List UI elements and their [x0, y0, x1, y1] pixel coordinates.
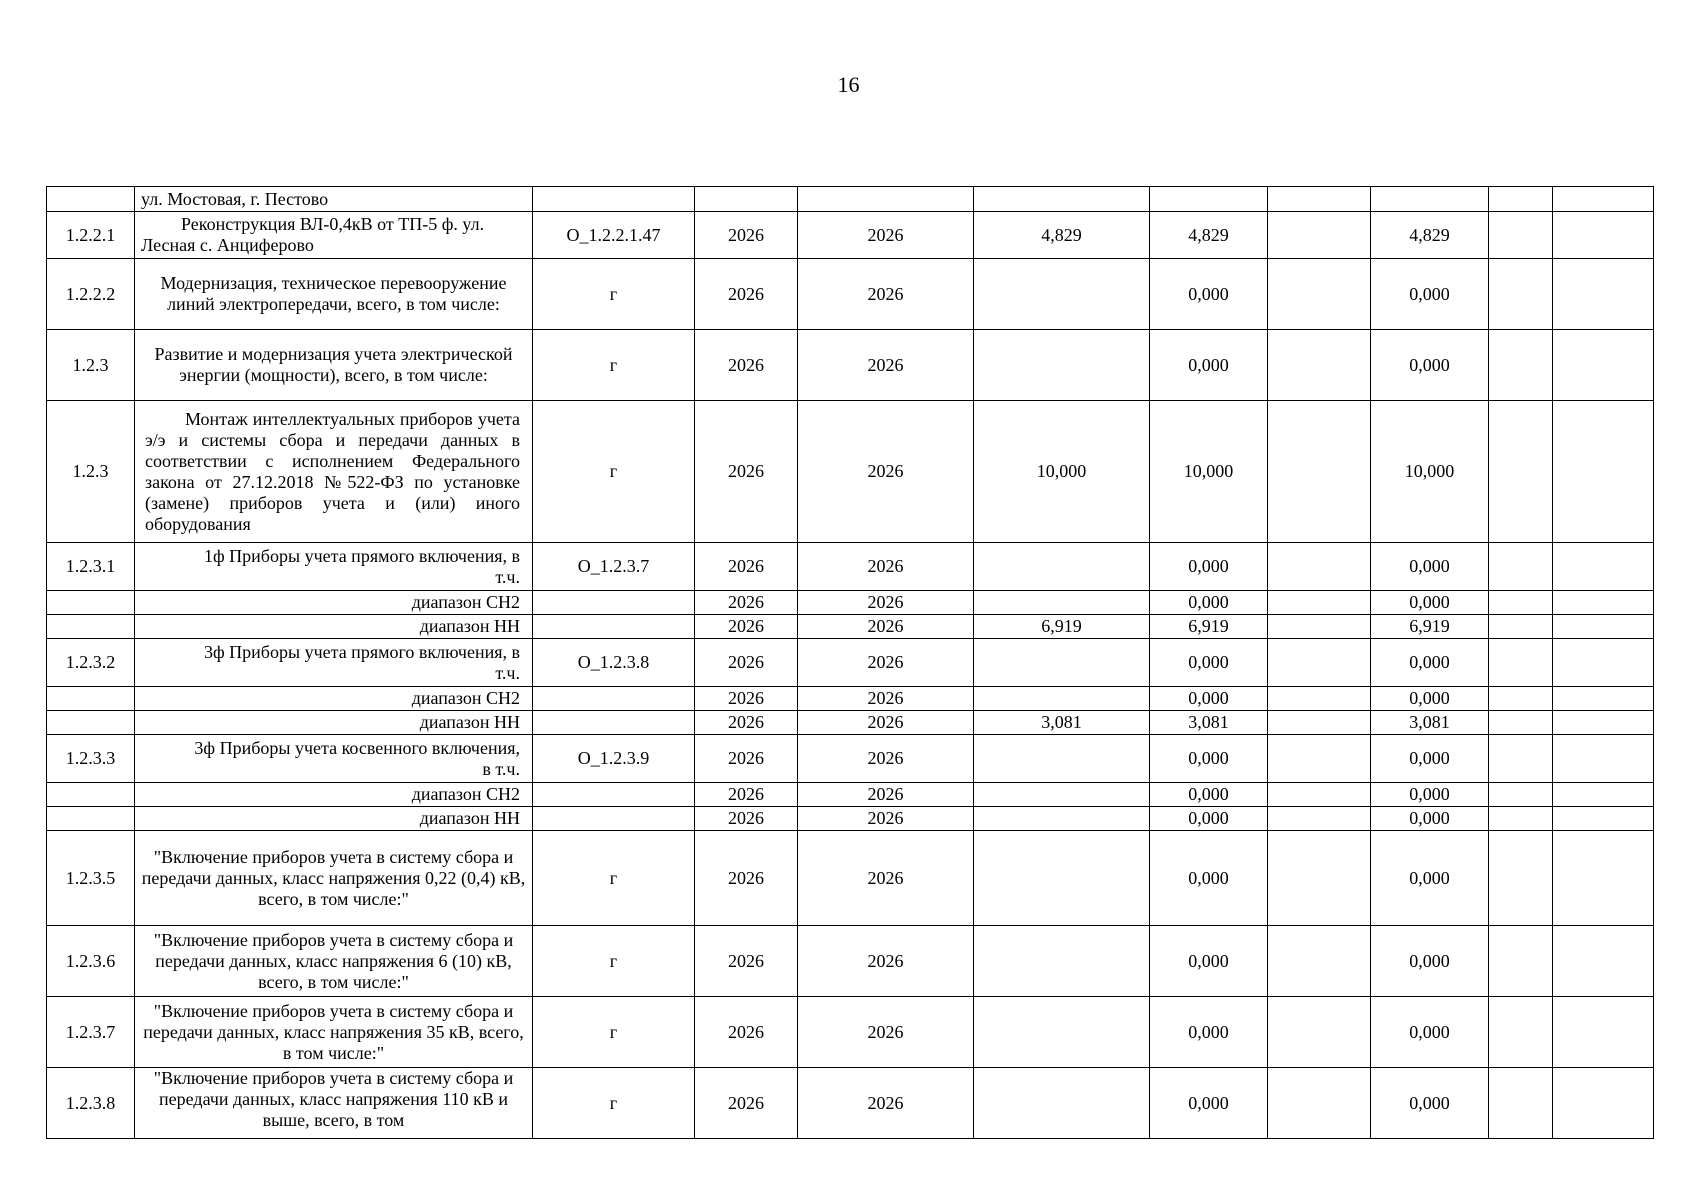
row-value-1	[974, 330, 1150, 401]
row-year-start: 2026	[695, 401, 798, 543]
table-row	[47, 615, 1654, 639]
row-value-3	[1268, 807, 1371, 831]
row-value-2: 0,000	[1150, 783, 1268, 807]
row-year-start	[695, 187, 798, 212]
row-value-2: 0,000	[1150, 807, 1268, 831]
table-row	[47, 1068, 1654, 1139]
row-value-6	[1553, 187, 1654, 212]
row-year-start: 2026	[695, 687, 798, 711]
row-year-end: 2026	[798, 639, 974, 687]
row-value-5	[1489, 543, 1553, 591]
row-name: Монтаж интеллектуальных приборов учета э/э и системы сбора и передачи данных в соответствии с исполнением Федерального закона от 27.12.2018 №522-ФЗ по установке (замене) приборов учета и (или) иного оборудования	[135, 401, 533, 543]
row-value-1	[974, 735, 1150, 783]
row-name: "Включение приборов учета в систему сбора и передачи данных, класс напряжения 0,22 (0,4) кВ, всего, в том числе:"	[135, 831, 533, 926]
row-value-3	[1268, 187, 1371, 212]
row-name-line-1: 3ф Приборы учета косвенного включения,	[194, 737, 520, 758]
row-value-4: 10,000	[1371, 401, 1489, 543]
table-row	[47, 187, 1654, 212]
row-value-6	[1553, 735, 1654, 783]
row-value-2: 0,000	[1150, 687, 1268, 711]
row-id: г	[533, 401, 695, 543]
row-value-4: 0,000	[1371, 1068, 1489, 1139]
row-year-start: 2026	[695, 735, 798, 783]
row-year-end: 2026	[798, 735, 974, 783]
row-id	[533, 187, 695, 212]
row-value-5	[1489, 807, 1553, 831]
row-value-6	[1553, 212, 1654, 259]
table-row	[47, 926, 1654, 997]
row-value-1	[974, 926, 1150, 997]
row-value-4: 0,000	[1371, 591, 1489, 615]
row-value-5	[1489, 639, 1553, 687]
row-value-6	[1553, 997, 1654, 1068]
row-value-6	[1553, 926, 1654, 997]
row-value-4: 0,000	[1371, 543, 1489, 591]
row-value-6	[1553, 687, 1654, 711]
row-year-start: 2026	[695, 1068, 798, 1139]
row-year-end: 2026	[798, 591, 974, 615]
row-value-1	[974, 687, 1150, 711]
row-value-2: 0,000	[1150, 735, 1268, 783]
row-number: 1.2.3	[47, 330, 135, 401]
row-id	[533, 687, 695, 711]
row-value-5	[1489, 997, 1553, 1068]
row-value-5	[1489, 1068, 1553, 1139]
row-name: диапазон СН2	[135, 783, 533, 807]
row-value-5	[1489, 926, 1553, 997]
row-number	[47, 783, 135, 807]
row-year-start: 2026	[695, 711, 798, 735]
row-value-1	[974, 543, 1150, 591]
row-value-3	[1268, 259, 1371, 330]
row-name: диапазон СН2	[135, 687, 533, 711]
row-number: 1.2.3.7	[47, 997, 135, 1068]
row-value-3	[1268, 687, 1371, 711]
row-value-1	[974, 1068, 1150, 1139]
row-value-3	[1268, 212, 1371, 259]
row-value-1	[974, 807, 1150, 831]
row-value-1	[974, 187, 1150, 212]
investment-table	[46, 186, 1654, 1139]
row-number: 1.2.3.5	[47, 831, 135, 926]
row-value-3	[1268, 330, 1371, 401]
table-row	[47, 543, 1654, 591]
row-year-end: 2026	[798, 711, 974, 735]
row-value-6	[1553, 591, 1654, 615]
row-year-start: 2026	[695, 831, 798, 926]
row-year-end: 2026	[798, 783, 974, 807]
row-year-start: 2026	[695, 783, 798, 807]
row-value-2: 0,000	[1150, 997, 1268, 1068]
row-year-start: 2026	[695, 330, 798, 401]
row-number: 1.2.3.3	[47, 735, 135, 783]
row-id: O_1.2.3.8	[533, 639, 695, 687]
row-value-3	[1268, 639, 1371, 687]
row-value-2: 0,000	[1150, 639, 1268, 687]
row-year-start: 2026	[695, 807, 798, 831]
row-value-3	[1268, 997, 1371, 1068]
row-value-1	[974, 831, 1150, 926]
row-value-5	[1489, 591, 1553, 615]
row-year-end: 2026	[798, 926, 974, 997]
table-row	[47, 735, 1654, 783]
row-value-1: 10,000	[974, 401, 1150, 543]
row-id: г	[533, 831, 695, 926]
row-name: "Включение приборов учета в систему сбора и передачи данных, класс напряжения 110 кВ и выше, всего, в том	[135, 1068, 533, 1139]
row-value-5	[1489, 259, 1553, 330]
row-value-5	[1489, 687, 1553, 711]
row-year-end: 2026	[798, 807, 974, 831]
row-number	[47, 591, 135, 615]
row-value-1	[974, 783, 1150, 807]
row-name-line-1: 3ф Приборы учета прямого включения, в	[204, 641, 520, 662]
row-id: г	[533, 926, 695, 997]
row-name: "Включение приборов учета в систему сбора и передачи данных, класс напряжения 35 кВ, всего, в том числе:"	[135, 997, 533, 1068]
row-value-4	[1371, 187, 1489, 212]
row-id	[533, 711, 695, 735]
row-name: Модернизация, техническое перевооружение линий электропередачи, всего, в том числе:	[135, 259, 533, 330]
row-id	[533, 591, 695, 615]
row-year-end: 2026	[798, 831, 974, 926]
row-value-4: 0,000	[1371, 259, 1489, 330]
row-value-3	[1268, 401, 1371, 543]
row-year-start: 2026	[695, 543, 798, 591]
row-value-5	[1489, 615, 1553, 639]
row-value-4: 0,000	[1371, 735, 1489, 783]
row-year-start: 2026	[695, 926, 798, 997]
table-row	[47, 807, 1654, 831]
row-year-start: 2026	[695, 259, 798, 330]
row-value-6	[1553, 831, 1654, 926]
row-name: диапазон НН	[135, 615, 533, 639]
row-value-4: 4,829	[1371, 212, 1489, 259]
row-value-6	[1553, 401, 1654, 543]
row-value-3	[1268, 735, 1371, 783]
table-row	[47, 783, 1654, 807]
row-name: диапазон НН	[135, 807, 533, 831]
page-number: 16	[837, 72, 860, 97]
row-value-1: 6,919	[974, 615, 1150, 639]
row-value-6	[1553, 639, 1654, 687]
row-value-6	[1553, 615, 1654, 639]
row-value-2: 3,081	[1150, 711, 1268, 735]
row-value-4: 0,000	[1371, 687, 1489, 711]
row-value-4: 0,000	[1371, 997, 1489, 1068]
row-name: Развитие и модернизация учета электрической энергии (мощности), всего, в том числе:	[135, 330, 533, 401]
row-year-end: 2026	[798, 330, 974, 401]
row-value-2: 6,919	[1150, 615, 1268, 639]
row-value-1: 4,829	[974, 212, 1150, 259]
row-value-4: 3,081	[1371, 711, 1489, 735]
row-id: O_1.2.3.7	[533, 543, 695, 591]
row-id: O_1.2.2.1.47	[533, 212, 695, 259]
row-year-start: 2026	[695, 212, 798, 259]
row-value-5	[1489, 187, 1553, 212]
row-value-6	[1553, 783, 1654, 807]
table-row	[47, 687, 1654, 711]
row-value-2: 0,000	[1150, 1068, 1268, 1139]
row-value-1	[974, 591, 1150, 615]
row-name-line-2: т.ч.	[495, 566, 520, 587]
row-value-4: 0,000	[1371, 330, 1489, 401]
row-value-1	[974, 639, 1150, 687]
row-name	[135, 543, 533, 591]
row-value-2: 0,000	[1150, 259, 1268, 330]
table-row	[47, 711, 1654, 735]
row-value-1	[974, 259, 1150, 330]
row-value-5	[1489, 711, 1553, 735]
row-value-5	[1489, 330, 1553, 401]
row-value-4: 6,919	[1371, 615, 1489, 639]
row-value-2	[1150, 187, 1268, 212]
row-id	[533, 807, 695, 831]
row-value-2: 0,000	[1150, 330, 1268, 401]
row-value-6	[1553, 1068, 1654, 1139]
row-id: г	[533, 1068, 695, 1139]
row-name-line-2: Лесная с. Анциферово	[141, 235, 314, 255]
row-name-line-1: 1ф Приборы учета прямого включения, в	[204, 545, 520, 566]
row-value-5	[1489, 735, 1553, 783]
row-number	[47, 187, 135, 212]
table-row	[47, 259, 1654, 330]
row-number	[47, 687, 135, 711]
row-value-5	[1489, 783, 1553, 807]
row-value-6	[1553, 807, 1654, 831]
row-name: ул. Мостовая, г. Пестово	[135, 187, 533, 212]
row-number: 1.2.3.8	[47, 1068, 135, 1139]
row-value-4: 0,000	[1371, 783, 1489, 807]
row-value-3	[1268, 711, 1371, 735]
row-value-6	[1553, 543, 1654, 591]
row-id: г	[533, 330, 695, 401]
row-value-2: 4,829	[1150, 212, 1268, 259]
row-year-end	[798, 187, 974, 212]
row-value-4: 0,000	[1371, 807, 1489, 831]
row-value-3	[1268, 543, 1371, 591]
row-year-start: 2026	[695, 639, 798, 687]
row-id: г	[533, 259, 695, 330]
row-name	[135, 735, 533, 783]
row-value-6	[1553, 330, 1654, 401]
table-row	[47, 997, 1654, 1068]
row-year-end: 2026	[798, 687, 974, 711]
row-value-1	[974, 997, 1150, 1068]
row-value-4: 0,000	[1371, 831, 1489, 926]
row-id	[533, 783, 695, 807]
table-row	[47, 831, 1654, 926]
row-name-line-2: в т.ч.	[482, 758, 520, 779]
row-value-3	[1268, 591, 1371, 615]
row-year-start: 2026	[695, 615, 798, 639]
row-year-end: 2026	[798, 997, 974, 1068]
row-name-line-2: т.ч.	[495, 662, 520, 683]
row-name-line-1: Реконструкция ВЛ-0,4кВ от ТП-5 ф. ул.	[181, 214, 485, 234]
table-row	[47, 330, 1654, 401]
row-value-3	[1268, 926, 1371, 997]
row-value-2: 0,000	[1150, 926, 1268, 997]
row-year-end: 2026	[798, 259, 974, 330]
row-number: 1.2.3	[47, 401, 135, 543]
row-value-3	[1268, 831, 1371, 926]
row-year-end: 2026	[798, 1068, 974, 1139]
row-value-6	[1553, 711, 1654, 735]
row-value-3	[1268, 783, 1371, 807]
row-name	[135, 212, 533, 259]
row-number: 1.2.3.1	[47, 543, 135, 591]
row-number: 1.2.3.2	[47, 639, 135, 687]
row-name: диапазон СН2	[135, 591, 533, 615]
row-year-start: 2026	[695, 591, 798, 615]
row-name: "Включение приборов учета в систему сбора и передачи данных, класс напряжения 6 (10) кВ, всего, в том числе:"	[135, 926, 533, 997]
row-value-3	[1268, 1068, 1371, 1139]
row-name: диапазон НН	[135, 711, 533, 735]
row-number: 1.2.3.6	[47, 926, 135, 997]
row-id	[533, 615, 695, 639]
row-value-4: 0,000	[1371, 639, 1489, 687]
table-row	[47, 212, 1654, 259]
row-number: 1.2.2.1	[47, 212, 135, 259]
row-value-3	[1268, 615, 1371, 639]
row-value-4: 0,000	[1371, 926, 1489, 997]
row-value-5	[1489, 212, 1553, 259]
row-year-start: 2026	[695, 997, 798, 1068]
row-value-2: 0,000	[1150, 591, 1268, 615]
row-value-6	[1553, 259, 1654, 330]
row-year-end: 2026	[798, 615, 974, 639]
table-row	[47, 401, 1654, 543]
table-row	[47, 591, 1654, 615]
row-year-end: 2026	[798, 401, 974, 543]
row-value-5	[1489, 831, 1553, 926]
row-number	[47, 615, 135, 639]
table-row	[47, 639, 1654, 687]
row-value-5	[1489, 401, 1553, 543]
row-value-2: 0,000	[1150, 543, 1268, 591]
row-id: O_1.2.3.9	[533, 735, 695, 783]
row-number: 1.2.2.2	[47, 259, 135, 330]
row-number	[47, 807, 135, 831]
row-year-end: 2026	[798, 212, 974, 259]
row-name	[135, 639, 533, 687]
row-value-2: 10,000	[1150, 401, 1268, 543]
row-id: г	[533, 997, 695, 1068]
row-value-1: 3,081	[974, 711, 1150, 735]
row-number	[47, 711, 135, 735]
row-value-2: 0,000	[1150, 831, 1268, 926]
row-year-end: 2026	[798, 543, 974, 591]
